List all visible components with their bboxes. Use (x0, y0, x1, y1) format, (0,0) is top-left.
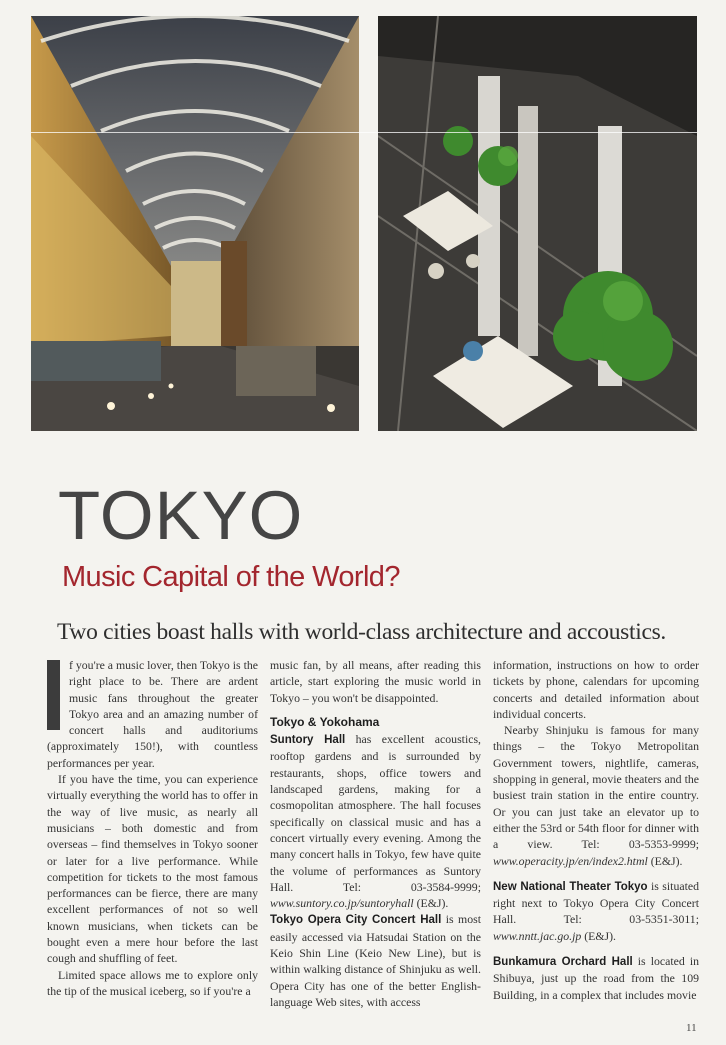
paragraph: Limited space allows me to explore only the tip of the musical iceberg, so if you're a (47, 967, 258, 998)
atrium-illustration (31, 16, 359, 431)
paragraph: If you have the time, you can experience virtually everything the world has to offer in the way of live music, as nearly all musicians – both domestic and from overseas – find themselves in Tokyo sooner or later for a live performance. While competition for tickets to the most famous performances can be fierce, there are many excellent performances of not so well known musicians, when tickets can be bought even a mere hour before the last cough and shuffling of feet. (47, 772, 258, 966)
fold-line (31, 132, 697, 133)
venue-name: New National Theater Tokyo (493, 880, 648, 893)
page-number: 11 (686, 1022, 697, 1034)
venue-entry-suntory: Suntory Hall has excellent acoustics, rooftop gardens and is surrounded by restaurants, shops, office towers and landscaped gardens, making for a cosmopolitan atmosphere. The hall focuses specifically on classical music and has a concert virtually every evening. Among the many concert halls in Tokyo, few have quite the volume of performances as Suntory Hall. Tel: 03-3584-9999; www.suntory.co.jp/suntoryhall (E&J). (270, 732, 481, 911)
venue-entry-opera-city: Tokyo Opera City Concert Hall is most easily accessed via Hatsudai Station on the Keio Shin Line (Keio New Line), but is within walking distance of Shinjuku as well. Opera City has one of the better English-language Web sites, with access (270, 912, 482, 1009)
column-1 (47, 657, 258, 999)
venue-url: www.nntt.jac.go.jp (493, 928, 582, 943)
paragraph: Nearby Shinjuku is famous for many things – the Tokyo Metropolitan Government towers, nightlife, cameras, shopping in general, movie theaters and the busiest train station in the entire country. Or you can just take an elevator up to either the 53rd or 54th floor for dinner with a view. Tel: 03-5353-9999; www.operacity.jp/en/index2.html (E&J). (493, 723, 699, 868)
venue-url: www.suntory.co.jp/suntoryhall (270, 896, 414, 911)
column-2 (270, 657, 481, 1010)
venue-name: Bunkamura Orchard Hall (493, 956, 633, 969)
venue-entry-orchard: Bunkamura Orchard Hall is located in Shibuya, just up the road from the 109 Building, in a complex that includes movie (493, 954, 700, 1002)
article-deck: Two cities boast halls with world-class architecture and accoustics. (57, 619, 666, 645)
article-subtitle: Music Capital of the World? (62, 561, 400, 593)
drop-cap (47, 660, 60, 730)
venue-url: www.operacity.jp/en/index2.html (493, 853, 648, 868)
column-3 (493, 657, 699, 1003)
paragraph: f you're a music lover, then Tokyo is the right place to be. There are ardent music fans throughout the greater Tokyo area and an amazing number of concert halls and auditoriums (approximately 150!), with countless performances per year. (47, 658, 258, 770)
plaza-photo (378, 16, 697, 431)
plaza-illustration (378, 16, 697, 431)
venue-name: Suntory Hall (270, 734, 346, 747)
paragraph: music fan, by all means, after reading this article, start exploring the music world in Tokyo – you won't be disappointed. (270, 658, 481, 705)
atrium-photo (31, 16, 359, 431)
venue-entry-nntt: New National Theater Tokyo is situated right next to Tokyo Opera City Concert Hall. Tel: 03-5351-3011; www.nntt.jac.go.jp (E&J). (493, 878, 699, 943)
article-title: TOKYO (58, 477, 304, 554)
section-heading: Tokyo & Yokohama (270, 714, 380, 729)
paragraph: information, instructions on how to order tickets by phone, calendars for upcoming concerts and detailed information about individual concerts. (493, 658, 699, 721)
venue-name: Tokyo Opera City Concert Hall (270, 914, 442, 927)
